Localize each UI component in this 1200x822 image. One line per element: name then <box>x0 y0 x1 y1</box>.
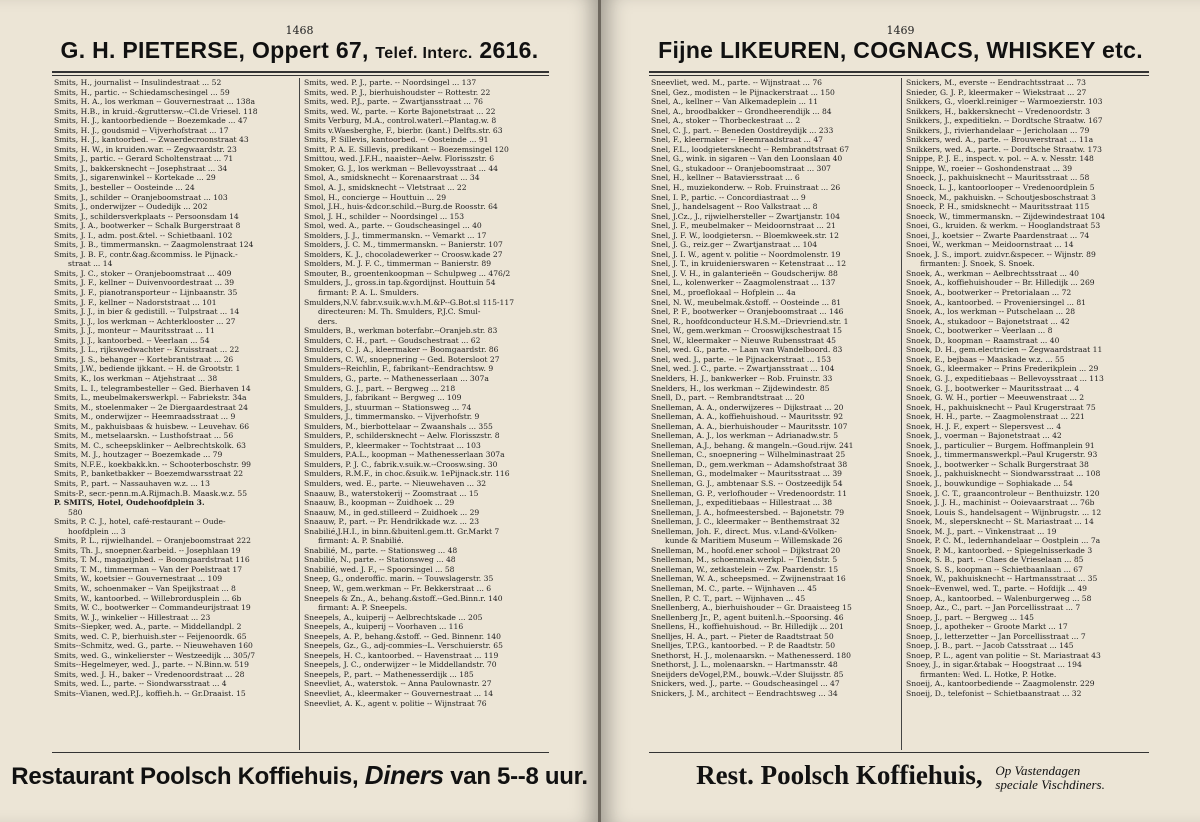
directory-entry: Smulders, R.M.F., in choc.&suik.w. 1ePijnack.str. 116 <box>304 469 510 479</box>
directory-entry: Snabilié, M., parte. -- Stationsweg ... 48 <box>304 545 458 555</box>
directory-entry: Snel, G., wink. in sigaren -- Van den Loonslaan 40 <box>651 154 843 164</box>
directory-entry: Snoek, A., stukadoor -- Bajonetstraat ... 42 <box>906 316 1070 326</box>
directory-entry: Snoeck, L. J., kantoorlooper -- Vredenoordplein 5 <box>906 183 1095 193</box>
directory-entry: Snoek, J., voerman -- Bajonetstraat ... 42 <box>906 431 1062 441</box>
directory-entry: Snoep, J., letterzetter -- Jan Porcellisstraat ... 7 <box>906 631 1086 641</box>
directory-entry: Snikkers, H., bakkersknecht -- Vredenoordstr. 3 <box>906 106 1091 116</box>
directory-entry: Snoek, D., koopman -- Raamstraat ... 40 <box>906 335 1060 345</box>
directory-entry: Snell, D., part. -- Rembrandtstraat ... 20 <box>651 393 805 403</box>
directory-entry: Snel, Gez., modisten -- le Pijnackerstraat ... 150 <box>651 87 835 97</box>
directory-entry: Snikkers, G., vloerkl.reiniger -- Warmoezierstr. 103 <box>906 97 1103 107</box>
directory-entry: Smits, M., stoelenmaker -- 2e Diergaardestraat 24 <box>54 402 248 412</box>
directory-entry: Snelleman, A. J., los werkman -- Adrianadw.str. 5 <box>651 431 839 441</box>
directory-entry: Smits, L., meubelmakerswerkpl. -- Fabriekstr. 34a <box>54 393 247 403</box>
telephone-label: Telef. Interc. <box>375 45 473 62</box>
directory-entry: Snelleman, C., snoepnering -- Wilhelminastraat 25 <box>651 450 846 460</box>
directory-entry: Smits, J., schildersverkplaats -- Persoonsdam 14 <box>54 211 239 221</box>
directory-entry: Smits, J. J., los werkman -- Achterklooster ... 27 <box>54 316 236 326</box>
directory-entry: Snaauw, P., part. -- Pr. Hendrikkade w.z. ... 23 <box>304 517 480 527</box>
directory-entry: Smouter, B., groentenkoopman -- Schulpweg ... 476/2 <box>304 268 511 278</box>
directory-entry: Snieder, G. J. P., kleermaker -- Wiekstraat ... 27 <box>906 87 1087 97</box>
directory-entry: Snethorst, J. L., molenaarskn. -- Hartmansstr. 48 <box>651 660 838 670</box>
directory-entry: Snel, J. V. H., in galanterieën -- Goudscherijw. 88 <box>651 268 838 278</box>
directory-entry: Snoek, W., pakhuisknecht -- Hartmansstraat ... 35 <box>906 574 1098 584</box>
directory-entry: Smits Verburg, M.A., control.waterl.--Plantag.w. 8 <box>304 116 497 126</box>
directory-entry: Smits, T. M., timmerman -- Van der Poelstraat 17 <box>54 564 243 574</box>
directory-entry: Smulders, M., bierbottelaar -- Zwaanshals ... 355 <box>304 421 493 431</box>
advertisement-header <box>0 37 599 64</box>
directory-entry: Snelleman, W. A., scheepsmed. -- Zwijnenstraat 16 <box>651 574 846 584</box>
directory-entry: Smits, H. W., in kruiden.war. -- Zegwaardstr. 23 <box>54 144 237 154</box>
directory-entry: Snoek, S. B., part. -- Claes de Vrieselaan ... 85 <box>906 555 1084 565</box>
directory-entry: Snel, J. F. W., loodgietersn. -- Bloemkweek.str. 12 <box>651 230 839 240</box>
directory-entry: directeuren: M. Th. Smulders, P.J.C. Smul- <box>318 307 481 317</box>
directory-entry: Snikkers, J., rivierhandelaar -- Jericholaan ... 79 <box>906 125 1090 135</box>
directory-entry: Snoek, J., bouwkundige -- Sophiakade ... 54 <box>906 478 1073 488</box>
directory-column-2 <box>304 78 547 708</box>
directory-entry: Smittou, wed. J.F.H., naaister--Aelw. Florisszstr. 6 <box>304 154 495 164</box>
directory-entry: Smulders, J., stuurman -- Stationsweg ... 74 <box>304 402 472 412</box>
directory-entry: Snelleman, G. J., ambtenaar S.S. -- Oostzeedijk 54 <box>651 478 843 488</box>
left-page <box>0 0 599 822</box>
directory-entry: Snickers, M., everste -- Eendrachtsstraat ... 73 <box>906 78 1087 87</box>
directory-entry: Sneepels, A., kuiperij -- Voorhaven ... 116 <box>304 622 464 632</box>
directory-entry: Smits, H.B., in kruid.-&gruttersw.--Cl.de Vriesel. 118 <box>54 106 258 116</box>
directory-entry: Smol, A., smidsknecht -- Korenaarstraat ... 34 <box>304 173 480 183</box>
directory-entry: Smulders, G. J., part. -- Bergweg ... 218 <box>304 383 456 393</box>
directory-entry: Snelleman, A. A., bierhuishouder -- Mauritsstr. 107 <box>651 421 848 431</box>
directory-entry: Snoek, J., particulier -- Burgem. Hoffmanplein 91 <box>906 440 1095 450</box>
directory-entry: Smits, wed. W., parte. -- Korte Bajonetstraat ... 22 <box>304 106 496 116</box>
directory-entry: Smits, P. C. J., hotel, café-restaurant -- Oude- <box>54 517 226 527</box>
directory-entry: Snabilié, wed. J. F., -- Spoorsingel ... 58 <box>304 564 455 574</box>
directory-entry: Sneepels, Gz., G., adj-commies--L. Verschuierstr. 65 <box>304 641 503 651</box>
directory-entry: Snel, J. T., in kruidenierswaren -- Ketenstraat ... 12 <box>651 259 847 269</box>
directory-entry: Snelleman, J. C., kleermaker -- Benthemstraat 32 <box>651 517 840 527</box>
directory-entry: Snaauw, B., koopman -- Zuidhoek ... 29 <box>304 498 455 508</box>
directory-entry: Snel, F.L., loodgietersknecht -- Rembrandtstraat 67 <box>651 144 850 154</box>
directory-entry: Sneep, G., onderoffic. marin. -- Touwslagerstr. 35 <box>304 574 494 584</box>
directory-entry: Snoek, J., timmermanswerkpl.--Paul Krugerstr. 93 <box>906 450 1098 460</box>
directory-entry: Snelleman, W., zetkastelein -- Zw. Paardenstr. 15 <box>651 564 839 574</box>
directory-entry: Sneep, W., gem.werkman -- Fr. Bekkerstraat ... 6 <box>304 583 492 593</box>
directory-entry: Snelleman, G. P., verlofhouder -- Vredenoordstr. 11 <box>651 488 848 498</box>
directory-entry: Snelleman, A. A., koffiehuishoud. -- Mauritsstr. 92 <box>651 412 844 422</box>
directory-column-1 <box>54 78 294 699</box>
directory-entry: Smits, W., schoenmaker -- Van Speijkstraat ... 8 <box>54 583 236 593</box>
directory-entry: Snelljes, T.P.G., kantoorbed. -- P. de Raadtstr. 50 <box>651 641 836 651</box>
telephone-number: 2616. <box>479 37 539 63</box>
directory-entry: Snel, J. F., meubelmaker -- Meidoornstraat ... 21 <box>651 221 836 231</box>
directory-entry: Smits, W. C., bootwerker -- Commandeurijstraat 19 <box>54 603 251 613</box>
column-divider <box>299 78 300 750</box>
directory-entry: Smits, wed. P.J., parte. -- Zwartjansstraat ... 76 <box>304 97 483 107</box>
directory-entry: Sneepels & Zn., A., behang.&stoff.--Ged.Binn.r. 140 <box>304 593 503 603</box>
directory-entry: Snelljes, H. A., part. -- Pieter de Raadtstraat 50 <box>651 631 834 641</box>
fast-day-line-2: speciale Vischdiners. <box>995 776 1105 792</box>
directory-entry: Snoek, G., kleermaker -- Prins Frederikplein ... 29 <box>906 364 1099 374</box>
directory-entry: Snel, A., stoker -- Thorbeckestraat ... 2 <box>651 116 801 126</box>
directory-entry: Smulders, C. W., snoepnering -- Ged. Botersloot 27 <box>304 354 500 364</box>
directory-entry: Snoep, J. B., part. -- Jacob Catsstraat ... 145 <box>906 641 1074 651</box>
footer-rule <box>649 752 1149 753</box>
directory-entry: Smits, W., koetsier -- Gouvernestraat ... 109 <box>54 574 223 584</box>
directory-entry: Smits, J., partic. -- Gerard Scholtenstraat ... 71 <box>54 154 234 164</box>
directory-entry: Snel, H., kellner -- Bataviersstraat ... 6 <box>651 173 800 183</box>
directory-entry: P. SMITS, Hotel, Oudehoofdplein 3. <box>54 498 205 508</box>
directory-entry: Snoek, M. J., part. -- Vinkenstraat ... 19 <box>906 526 1057 536</box>
directory-entry: Snel, wed. G., parte. -- Laan van Wandelboord. 83 <box>651 345 843 355</box>
directory-entry: Sneepels, A., kuiperij -- Aelbrechtskade ... 205 <box>304 612 483 622</box>
directory-entry: Smulders--Reichlin, F., fabrikant--Eendrachtsw. 9 <box>304 364 494 374</box>
directory-entry: Snelders, H. J., bankwerker -- Rob. Fruinstr. 33 <box>651 373 833 383</box>
directory-entry: Snaauw, M., in ged.stilleerd -- Zuidhoek ... 29 <box>304 507 480 517</box>
directory-entry: Snel, N. W., meubelmak.&stoff. -- Oosteinde ... 81 <box>651 297 842 307</box>
directory-entry: Smits, J. J., kantoorbed. -- Veerlaan ... 54 <box>54 335 210 345</box>
directory-entry: Snel, wed. J., parte. -- le Pijnackerstraat ... 153 <box>651 354 832 364</box>
fast-day-line-1: Op Vastendagen <box>995 762 1081 778</box>
advertisement-header: Fijne LIKEUREN, COGNACS, WHISKEY etc. <box>658 37 1143 63</box>
directory-entry: ders. <box>318 316 338 326</box>
directory-entry: Sneepels, H. C., kantoorbed. -- Havenstraat ... 119 <box>304 650 499 660</box>
header-rule-thin <box>52 75 549 76</box>
directory-entry: Snel, I. P., partic. -- Concordiastraat ... 9 <box>651 192 806 202</box>
directory-entry: Snelders, H., los werkman -- Zijdewindestr. 85 <box>651 383 830 393</box>
directory-entry: Smits, M., metselaarskn. -- Lusthofstraat ... 56 <box>54 431 234 441</box>
directory-entry: Smits-P., secr.-penn.m.A.Rijmach.B. Maask.w.z. 55 <box>54 488 248 498</box>
directory-entry: Smol, H., concierge -- Houttuin ... 29 <box>304 192 447 202</box>
directory-entry: Smoker, G. J., los werkman -- Bellevoysstraat ... 44 <box>304 163 499 173</box>
directory-entry: Smits, Th. J., snoepner.&arbeid. -- Josephlaan 19 <box>54 545 241 555</box>
directory-entry: Smits, J., bakkersknecht -- Josephstraat ... 34 <box>54 163 228 173</box>
directory-entry: Snoek, P. M., kantoorbed. -- Spiegelnisserkade 3 <box>906 545 1093 555</box>
directory-entry: Smits, W. J., winkelier -- Hillestraat ... 23 <box>54 612 211 622</box>
directory-column-2 <box>906 78 1149 699</box>
directory-entry: Snelleman, M., hoofd.ener school -- Dijkstraat 20 <box>651 545 841 555</box>
directory-entry: Smulders, C. H., part. -- Goudschestraat ... 62 <box>304 335 481 345</box>
directory-entry: Snelleman, M., schoenmak.werkpl. -- Tiendstr. 5 <box>651 555 838 565</box>
header-rule-thin <box>649 75 1149 76</box>
directory-entry: Snoek, C., bootwerker -- Veerlaan ... 8 <box>906 326 1053 336</box>
directory-entry: Snickers, wed. J., parte. -- Goudscheasingel ... 47 <box>651 679 840 689</box>
directory-entry: Smits, J. S., behanger -- Kortebrantstraat ... 26 <box>54 354 234 364</box>
directory-entry: Snel, A., kellner -- Van Alkemadeplein ... 11 <box>651 97 819 107</box>
diners-label: Diners <box>364 760 444 790</box>
directory-column-1 <box>651 78 897 699</box>
directory-entry: Snoek, S. S., koopman -- Schietbaanlaan ... 67 <box>906 564 1083 574</box>
restaurant-advertisement <box>601 760 1200 792</box>
directory-entry: Snellenberg Jr., P., agent buitenl.h.--Spoorsing. 46 <box>651 612 844 622</box>
directory-entry: Snoei, G., kruiden. & werkm. -- Hooglandstraat 53 <box>906 221 1101 231</box>
directory-entry: Snoek, H. J. F., expert -- Slepersvest ... 4 <box>906 421 1062 431</box>
directory-entry: firmanten: J. Snoek, S. Snoek. <box>920 259 1035 269</box>
directory-entry: Smol, wed. A., parte. -- Goudscheasingel ... 40 <box>304 221 482 231</box>
directory-entry: Smits, J. B. F., contr.&ag.&commiss. le Pijnack.- <box>54 249 238 259</box>
directory-entry: Smits, J., besteller -- Oosteinde ... 24 <box>54 183 195 193</box>
directory-entry: Smol, A. J., smidsknecht -- Vletstraat ... 22 <box>304 183 467 193</box>
directory-entry: Snel, J. I. W., agent v. politie -- Noordmolenstr. 19 <box>651 249 841 259</box>
directory-entry: kunde & Maritiem Museum -- Willemskade 26 <box>665 536 843 546</box>
directory-entry: Snabilié, N., parte. -- Stationsweg ... 48 <box>304 555 456 565</box>
directory-entry: Smolders, M. J. F. C., timmerman -- Banierstr. 89 <box>304 259 492 269</box>
directory-entry: Snoek, J. J. H., machinist -- Ooievaarstraat ... 76b <box>906 498 1095 508</box>
directory-entry: firmant: P. A. L. Smulders. <box>318 288 419 298</box>
directory-entry: Snoek, G. J., expeditiebaas -- Bellevoysstraat ... 113 <box>906 373 1104 383</box>
directory-entry: Sneepels, P., part. -- Mathenesserdijk ... 185 <box>304 669 474 679</box>
directory-entry: Snoek, J., pakhuisknecht -- Siondwarsstraat ... 108 <box>906 469 1101 479</box>
directory-entry: Snoep, P. L., agent van politie -- St. Mariastraat 43 <box>906 650 1101 660</box>
directory-entry: Snoek, A., kantoorbed. -- Proveniersingel ... 81 <box>906 297 1087 307</box>
directory-entry: Smulders, J., fabrikant -- Bergweg ... 109 <box>304 393 462 403</box>
directory-entry: Snoeck, P. H., smidsknecht -- Mauritsstraat 115 <box>906 202 1090 212</box>
directory-entry: Smits, M. C., scheepsklinker -- Aelbrechtskolk. 63 <box>54 440 246 450</box>
directory-entry: Smits, wed. P. J., bierhuishoudster -- Rottestr. 22 <box>304 87 491 97</box>
fast-day-note <box>995 764 1105 792</box>
header-rule <box>52 71 549 73</box>
directory-entry: Smits, J., sigarenwinkel -- Kortekade ... 29 <box>54 173 216 183</box>
directory-entry: Smits, W., kantoorbed. -- Willebrordusplein ... 6b <box>54 593 242 603</box>
directory-entry: Smolders, K. J., chocoladewerker -- Croosw.kade 27 <box>304 249 503 259</box>
directory-entry: Snoeck, M., pakhuiskn. -- Schoutjesboschstraat 3 <box>906 192 1096 202</box>
directory-entry: Smits, J. J., in bier & gedistill. -- Tulpstraat ... 14 <box>54 307 240 317</box>
directory-entry: Smulders, J., gross.in tap.&gordijnst. Houttuin 54 <box>304 278 496 288</box>
directory-entry: Snoep, Az., C., part. -- Jan Porcellisstraat ... 7 <box>906 603 1081 613</box>
directory-entry: Smits, J. F., pianotransporteur -- Lijnbaanstr. 35 <box>54 288 238 298</box>
directory-entry: Smulders, J., timmermansko. -- Vijverhofstr. 9 <box>304 412 480 422</box>
directory-entry: Smulders, P.A.L., koopman -- Mathenesserlaan 307a <box>304 450 505 460</box>
directory-entry: Smits, J., schilder -- Oranjeboomstraat ... 103 <box>54 192 228 202</box>
directory-entry: Snel, J. G., reiz.ger -- Zwartjanstraat ... 104 <box>651 240 818 250</box>
restaurant-name: Restaurant Poolsch Koffiehuis, <box>11 763 359 790</box>
directory-entry: Smolders, J. C. M., timmermanskn. -- Banierstr. 107 <box>304 240 503 250</box>
directory-entry: 580 <box>68 507 83 517</box>
directory-entry: Smits, H. A., los werkman -- Gouvernestraat ... 138a <box>54 97 256 107</box>
directory-entry: Snelleman, M. C., parte. -- Wijnhaven ... 45 <box>651 583 817 593</box>
directory-entry: Snoeck, W., timmermanskn. -- Zijdewindestraat 104 <box>906 211 1106 221</box>
directory-entry: Smits, P., banketbakker -- Boezemdwarsstraat 22 <box>54 469 244 479</box>
directory-entry: Snel, R., hoofdconducteur H.S.M.--Drievriend.str. 1 <box>651 316 849 326</box>
directory-entry: Snippe, W., roeier -- Goshondenstraat ... 39 <box>906 163 1073 173</box>
directory-entry: Snoek, D. H., gem.electricien -- Zegwaardstraat 11 <box>906 345 1103 355</box>
directory-entry: Snel, J., handelsagent -- Roo Valkstraat ... 8 <box>651 202 818 212</box>
directory-entry: Snethorst, H. J., molenaarskn. -- Mathenesserd. 180 <box>651 650 851 660</box>
page-number: 1469 <box>886 24 915 37</box>
directory-entry: Smits, wed. C. P., bierhuish.ster -- Feijenoordk. 65 <box>54 631 247 641</box>
directory-entry: Smits, H. J., goudsmid -- Vijverhofstraat ... 17 <box>54 125 229 135</box>
directory-entry: Smulders,N.V. fabr.v.suik.w.v.h.M.&P--G.Bot.sl 115-117 <box>304 297 515 307</box>
directory-entry: Snoek, H., pakhuisknecht -- Paul Krugerstraat 75 <box>906 402 1096 412</box>
directory-entry: Smits, P. L., rijwielhandel. -- Oranjeboomstraat 222 <box>54 536 251 546</box>
directory-entry: Smulders, P., schildersknecht -- Aelw. Florisszstr. 8 <box>304 431 500 441</box>
directory-entry: Snoek, H. H., parte. -- Zaagmolenstraat ... 221 <box>906 412 1085 422</box>
directory-entry: Smulders, wed. E., parte. -- Nieuwehaven ... 32 <box>304 478 487 488</box>
directory-entry: Smulders, B., werkman boterfabr.--Oranjeb.str. 83 <box>304 326 498 336</box>
directory-entry: Snoei, W., werkman -- Meidoornstraat ... 14 <box>906 240 1074 250</box>
directory-entry: Smits, wed. L., parte. -- Siondwarsstraat ... 4 <box>54 679 227 689</box>
directory-entry: Snoek, A., koffiehuishouder -- Br. Hilledijk ... 269 <box>906 278 1095 288</box>
directory-entry: Sneijders deVogel,P.M., bouwk.--V.der Sluijsstr. 85 <box>651 669 844 679</box>
directory-entry: Snel, wed. J. C., parte. -- Zwartjansstraat ... 104 <box>651 364 835 374</box>
directory-entry: Snoek, G. W. H., portier -- Meeuwenstraat ... 2 <box>906 393 1085 403</box>
directory-entry: firmant: A. P. Snabilié. <box>318 536 404 546</box>
directory-entry: straat ... 14 <box>68 259 113 269</box>
directory-entry: Smits, J. L., rijkswedwachter -- Kruisstraat ... 22 <box>54 345 240 355</box>
directory-entry: Smits, J.W., bediende ijkkant. -- H. de Grootstr. 1 <box>54 364 241 374</box>
directory-entry: Smits v.Waesberghe, F., bierbr. (kant.) Delfts.str. 63 <box>304 125 503 135</box>
directory-entry: Smits, H., partic. -- Schiedamschesingel ... 59 <box>54 87 230 97</box>
directory-entry: Smits--Siepker, wed. A., parte. -- Middellandpl. 2 <box>54 622 242 632</box>
directory-entry: Snoek, E., bejbaas -- Maaskade w.z. ... 55 <box>906 354 1065 364</box>
footer-rule <box>52 752 549 753</box>
directory-entry: Smolders, J. J., timmermanskn. -- Vemarkt ... 17 <box>304 230 487 240</box>
directory-entry: Smits, K., los werkman -- Atjehstraat ... 38 <box>54 373 218 383</box>
directory-entry: Smits, J. J., monteur -- Mauritsstraat ... 11 <box>54 326 215 336</box>
directory-entry: Sneevliet, A., waterstok. -- Anna Paulownastr. 27 <box>304 679 492 689</box>
directory-entry: Snelleman, A.J., behang. & mangeln.--Goud.rijw. 241 <box>651 440 854 450</box>
directory-entry: Smits, M., onderwijzer -- Heemraadsstraat ... 9 <box>54 412 236 422</box>
restaurant-name: Rest. Poolsch Koffiehuis, <box>696 760 983 790</box>
directory-entry: Snel, W., kleermaker -- Nieuwe Rubensstraat 45 <box>651 335 837 345</box>
directory-entry: Smol, J.H., huis-&dcor.schild.--Burg.de Roosstr. 64 <box>304 202 498 212</box>
directory-entry: Snelleman, A. A., onderwijzeres -- Dijkstraat ... 20 <box>651 402 844 412</box>
directory-entry: Snel, L., kolenwerker -- Zaagmolenstraat ... 137 <box>651 278 836 288</box>
directory-entry: Snelleman, D., gem.werkman -- Adamshofstraat 38 <box>651 459 848 469</box>
directory-entry: Snikkers, wed. A., parte. -- Brouwerstraat ... 11a <box>906 135 1094 145</box>
directory-entry: Snel, C. J., part. -- Beneden Oostdreydijk ... 233 <box>651 125 834 135</box>
directory-entry: Sneevliet, A. K., agent v. politie -- Wijnstraat 76 <box>304 698 487 708</box>
directory-entry: Smits, J. A., bootwerker -- Schalk Burgerstraat 8 <box>54 221 241 231</box>
directory-entry: Snelleman, J., expeditiebaas -- Hillestraat ... 38 <box>651 498 833 508</box>
advertiser-name: G. H. PIETERSE, Oppert 67, <box>60 37 369 63</box>
directory-entry: Snoek, J. S., import. zuidvr.&specer. -- Wijnstr. 89 <box>906 249 1096 259</box>
directory-entry: Snickers, J. M., architect -- Eendrachtsweg ... 34 <box>651 689 838 698</box>
directory-entry: Smits, M. J., houtzager -- Boezemkade ... 79 <box>54 450 223 460</box>
directory-entry: Snoep, J., apotheker -- Groote Markt ... 17 <box>906 622 1068 632</box>
directory-entry: Snelleman, J. A., hofmeestersbed. -- Bajonetstr. 79 <box>651 507 845 517</box>
directory-entry: Smits, L. I., telegrambesteller -- Ged. Bierhaven 14 <box>54 383 251 393</box>
directory-entry: Snelleman, Joh. F., direct. Mus. v.Land-&Volken- <box>651 526 837 536</box>
directory-entry: Snoeij, A., kantoorbediende -- Zaagmolenstr. 229 <box>906 679 1095 689</box>
directory-entry: Snoey, J., in sigar.&tabak -- Hoogstraat ... 194 <box>906 660 1082 670</box>
directory-entry: Smits, P., part. -- Nassauhaven w.z. ... 13 <box>54 478 210 488</box>
right-page <box>601 0 1200 822</box>
directory-entry: hoofdplein ... 3 <box>68 526 126 536</box>
directory-entry: Smits, M., pakhuisbaas & huisbew. -- Leuvehav. 66 <box>54 421 250 431</box>
directory-entry: Snellen, P. C. T., part. -- Wijnhaven ... 45 <box>651 593 806 603</box>
directory-entry: Snoei, J., koetsier -- Zwarte Paardenstraat ... 74 <box>906 230 1090 240</box>
directory-entry: Sneevliet, wed. M., parte. -- Wijnstraat ... 76 <box>651 78 823 87</box>
directory-entry: Snel, H., muziekonderw. -- Rob. Fruinstraat ... 26 <box>651 183 841 193</box>
restaurant-advertisement <box>0 760 599 791</box>
directory-entry: Snippe, P. J. E., inspect. v. pol. -- A. v. Nesstr. 148 <box>906 154 1094 164</box>
directory-entry: Smol, J. H., schilder -- Noordsingel ... 153 <box>304 211 465 221</box>
directory-entry: Snoek, J., bootwerker -- Schalk Burgerstraat 38 <box>906 459 1089 469</box>
directory-entry: Smits--Hegelmeyer, wed. J., parte. -- N.Binn.w. 519 <box>54 660 249 670</box>
directory-entry: Snikkers, wed. A., parte. -- Dordtsche Straatw. 173 <box>906 144 1102 154</box>
directory-entry: Smulders, G., parte. -- Mathenesserlaan ... 307a <box>304 373 489 383</box>
directory-entry: Snelleman, G., modelmaker -- Mauritsstraat ... 39 <box>651 469 843 479</box>
directory-entry: Snoek, M., slepersknecht -- St. Mariastraat ... 14 <box>906 517 1094 527</box>
directory-entry: Snoek, A., los werkman -- Putschelaan ... 28 <box>906 307 1076 317</box>
directory-entry: Smits, J. I., adm. post.&tel. -- Schietbaanl. 102 <box>54 230 233 240</box>
header-rule <box>649 71 1149 73</box>
page-number: 1468 <box>285 24 314 37</box>
directory-entry: Snoek, A., werkman -- Aelbrechtsstraat ... 40 <box>906 268 1080 278</box>
directory-entry: firmant: A. P. Sneepels. <box>318 603 408 613</box>
directory-entry: Snoek, A., bootwerker -- Pretorialaan ... 72 <box>906 288 1072 298</box>
directory-entry: Snel, F., kleermaker -- Heemraadstraat ... 47 <box>651 135 824 145</box>
directory-entry: Snel, P. F., bootwerker -- Oranjeboomstraat ... 146 <box>651 307 844 317</box>
directory-entry: Snel, G., stukadoor -- Oranjeboomstraat ... 307 <box>651 163 832 173</box>
directory-entry: Sneepels, J. C., onderwijzer -- le Middellandstr. 70 <box>304 660 497 670</box>
directory-entry: Snoek--Evenwel, wed. T., parte. -- Hofdijk ... 49 <box>906 583 1088 593</box>
directory-entry: Smits, wed. P. J., parte. -- Noordsingel ... 137 <box>304 78 477 87</box>
directory-entry: Smulders, P., kleermaker -- Tochtstraat ... 103 <box>304 440 481 450</box>
diners-hours: van 5--8 uur. <box>450 763 588 790</box>
directory-entry: Sneepels, A. P., behang.&stoff. -- Ged. Binnenr. 140 <box>304 631 501 641</box>
directory-entry: Snoeck, J., pakhuisknecht -- Mauritsstraat ... 58 <box>906 173 1090 183</box>
directory-entry: Snaauw, B., waterstokerij -- Zoomstraat ... 15 <box>304 488 479 498</box>
directory-entry: Snoek, P. C. M., ledernhandelaar -- Oostplein ... 7a <box>906 536 1101 546</box>
directory-entry: firmanten: Wed. L. Hotke, P. Hotke. <box>920 669 1057 679</box>
directory-entry: Smits, J. F., kellner -- Nadorststraat ... 101 <box>54 297 217 307</box>
directory-entry: Snel, A., broodbakker -- Grondheerendijk ... 84 <box>651 106 832 116</box>
directory-entry: Smits, H., journalist -- Insulindestraat ... 52 <box>54 78 222 87</box>
directory-entry: Snel, J.Cz., J., rijwielhersteller -- Zwartjanstr. 104 <box>651 211 840 221</box>
directory-entry: Smits--Vianen, wed.P.J., koffieh.h. -- Gr.Draaist. 15 <box>54 689 246 698</box>
directory-entry: Smits, H. J., kantoorbediende -- Boezemkade ... 47 <box>54 116 248 126</box>
directory-entry: Smits, J., onderwijzer -- Oudedijk ... 202 <box>54 202 208 212</box>
directory-entry: Smits--Schmitz, wed. G., parte. -- Nieuwehaven 160 <box>54 641 253 651</box>
directory-entry: Smits, P. Sillevis, kantoorbed. -- Oosteinde ... 91 <box>304 135 489 145</box>
directory-entry: Snoek, Louis S., handelsagent -- Wijnbrugstr. ... 12 <box>906 507 1102 517</box>
directory-entry: Snel, W., gem.werkman -- Crooswijkschestraat 15 <box>651 326 842 336</box>
directory-entry: Snoeij, D., telefonist -- Schietbaanstraat ... 32 <box>906 689 1082 698</box>
directory-entry: Snoek, G. J., bootwerker -- Mauritsstraat ... 4 <box>906 383 1080 393</box>
directory-entry: Snikkers, J., expeditiekn. -- Dordtsche Straatw. 167 <box>906 116 1103 126</box>
directory-entry: Smits, N.F.E., koekbakk.kn. -- Schooterboschstr. 99 <box>54 459 251 469</box>
directory-entry: Snabilié,J.H.I., in binn.&buitenl.gem.tt. Gr.Markt 7 <box>304 526 500 536</box>
directory-entry: Snel, M., proeflokaal -- Hofplein ... 4a <box>651 288 796 298</box>
directory-entry: Smulders, C. J. A., kleermaker -- Boomgaardstr. 86 <box>304 345 499 355</box>
directory-entry: Sneevliet, A., kleermaker -- Gouvernestraat ... 14 <box>304 689 494 698</box>
directory-entry: Smits, wed. J. H., baker -- Vredenoordstraat ... 28 <box>54 669 245 679</box>
directory-entry: Smulders, P. J. C., fabrik.v.suik.w.--Croosw.sing. 30 <box>304 459 498 469</box>
directory-entry: Smits, H. J., kantoorbed. -- Zwaerdecroonstraat 43 <box>54 135 249 145</box>
directory-entry: Smits, wed. G., winkelierster -- Westzeedijk ... 305/7 <box>54 650 256 660</box>
directory-entry: Smits, T. M., magazijnbed. -- Boomgaardstraat 116 <box>54 555 250 565</box>
directory-entry: Snellens, H., koffiehuishoud. -- Br. Hilledijk ... 201 <box>651 622 845 632</box>
directory-entry: Snoep, J., part. -- Bergweg ... 145 <box>906 612 1034 622</box>
directory-entry: Smits, J. B., timmermanskn. -- Zaagmolenstraat 124 <box>54 240 254 250</box>
directory-entry: Smits, J. C., stoker -- Oranjeboomstraat ... 409 <box>54 268 232 278</box>
directory-entry: Smitt, P. A. E. Sillevis, predikant -- Boezemsingel 120 <box>304 144 509 154</box>
directory-entry: Smits, J. F., kellner -- Duivenvoordestraat ... 39 <box>54 278 235 288</box>
directory-entry: Snoep, A., kantoorbed. -- Walenburgerweg ... 58 <box>906 593 1092 603</box>
column-divider <box>901 78 902 750</box>
directory-entry: Snoek, J. C. T., graancontroleur -- Benthuizstr. 120 <box>906 488 1100 498</box>
directory-entry: Snellenberg, A., bierhuishouder -- Gr. Draaisteeg 15 <box>651 603 852 613</box>
